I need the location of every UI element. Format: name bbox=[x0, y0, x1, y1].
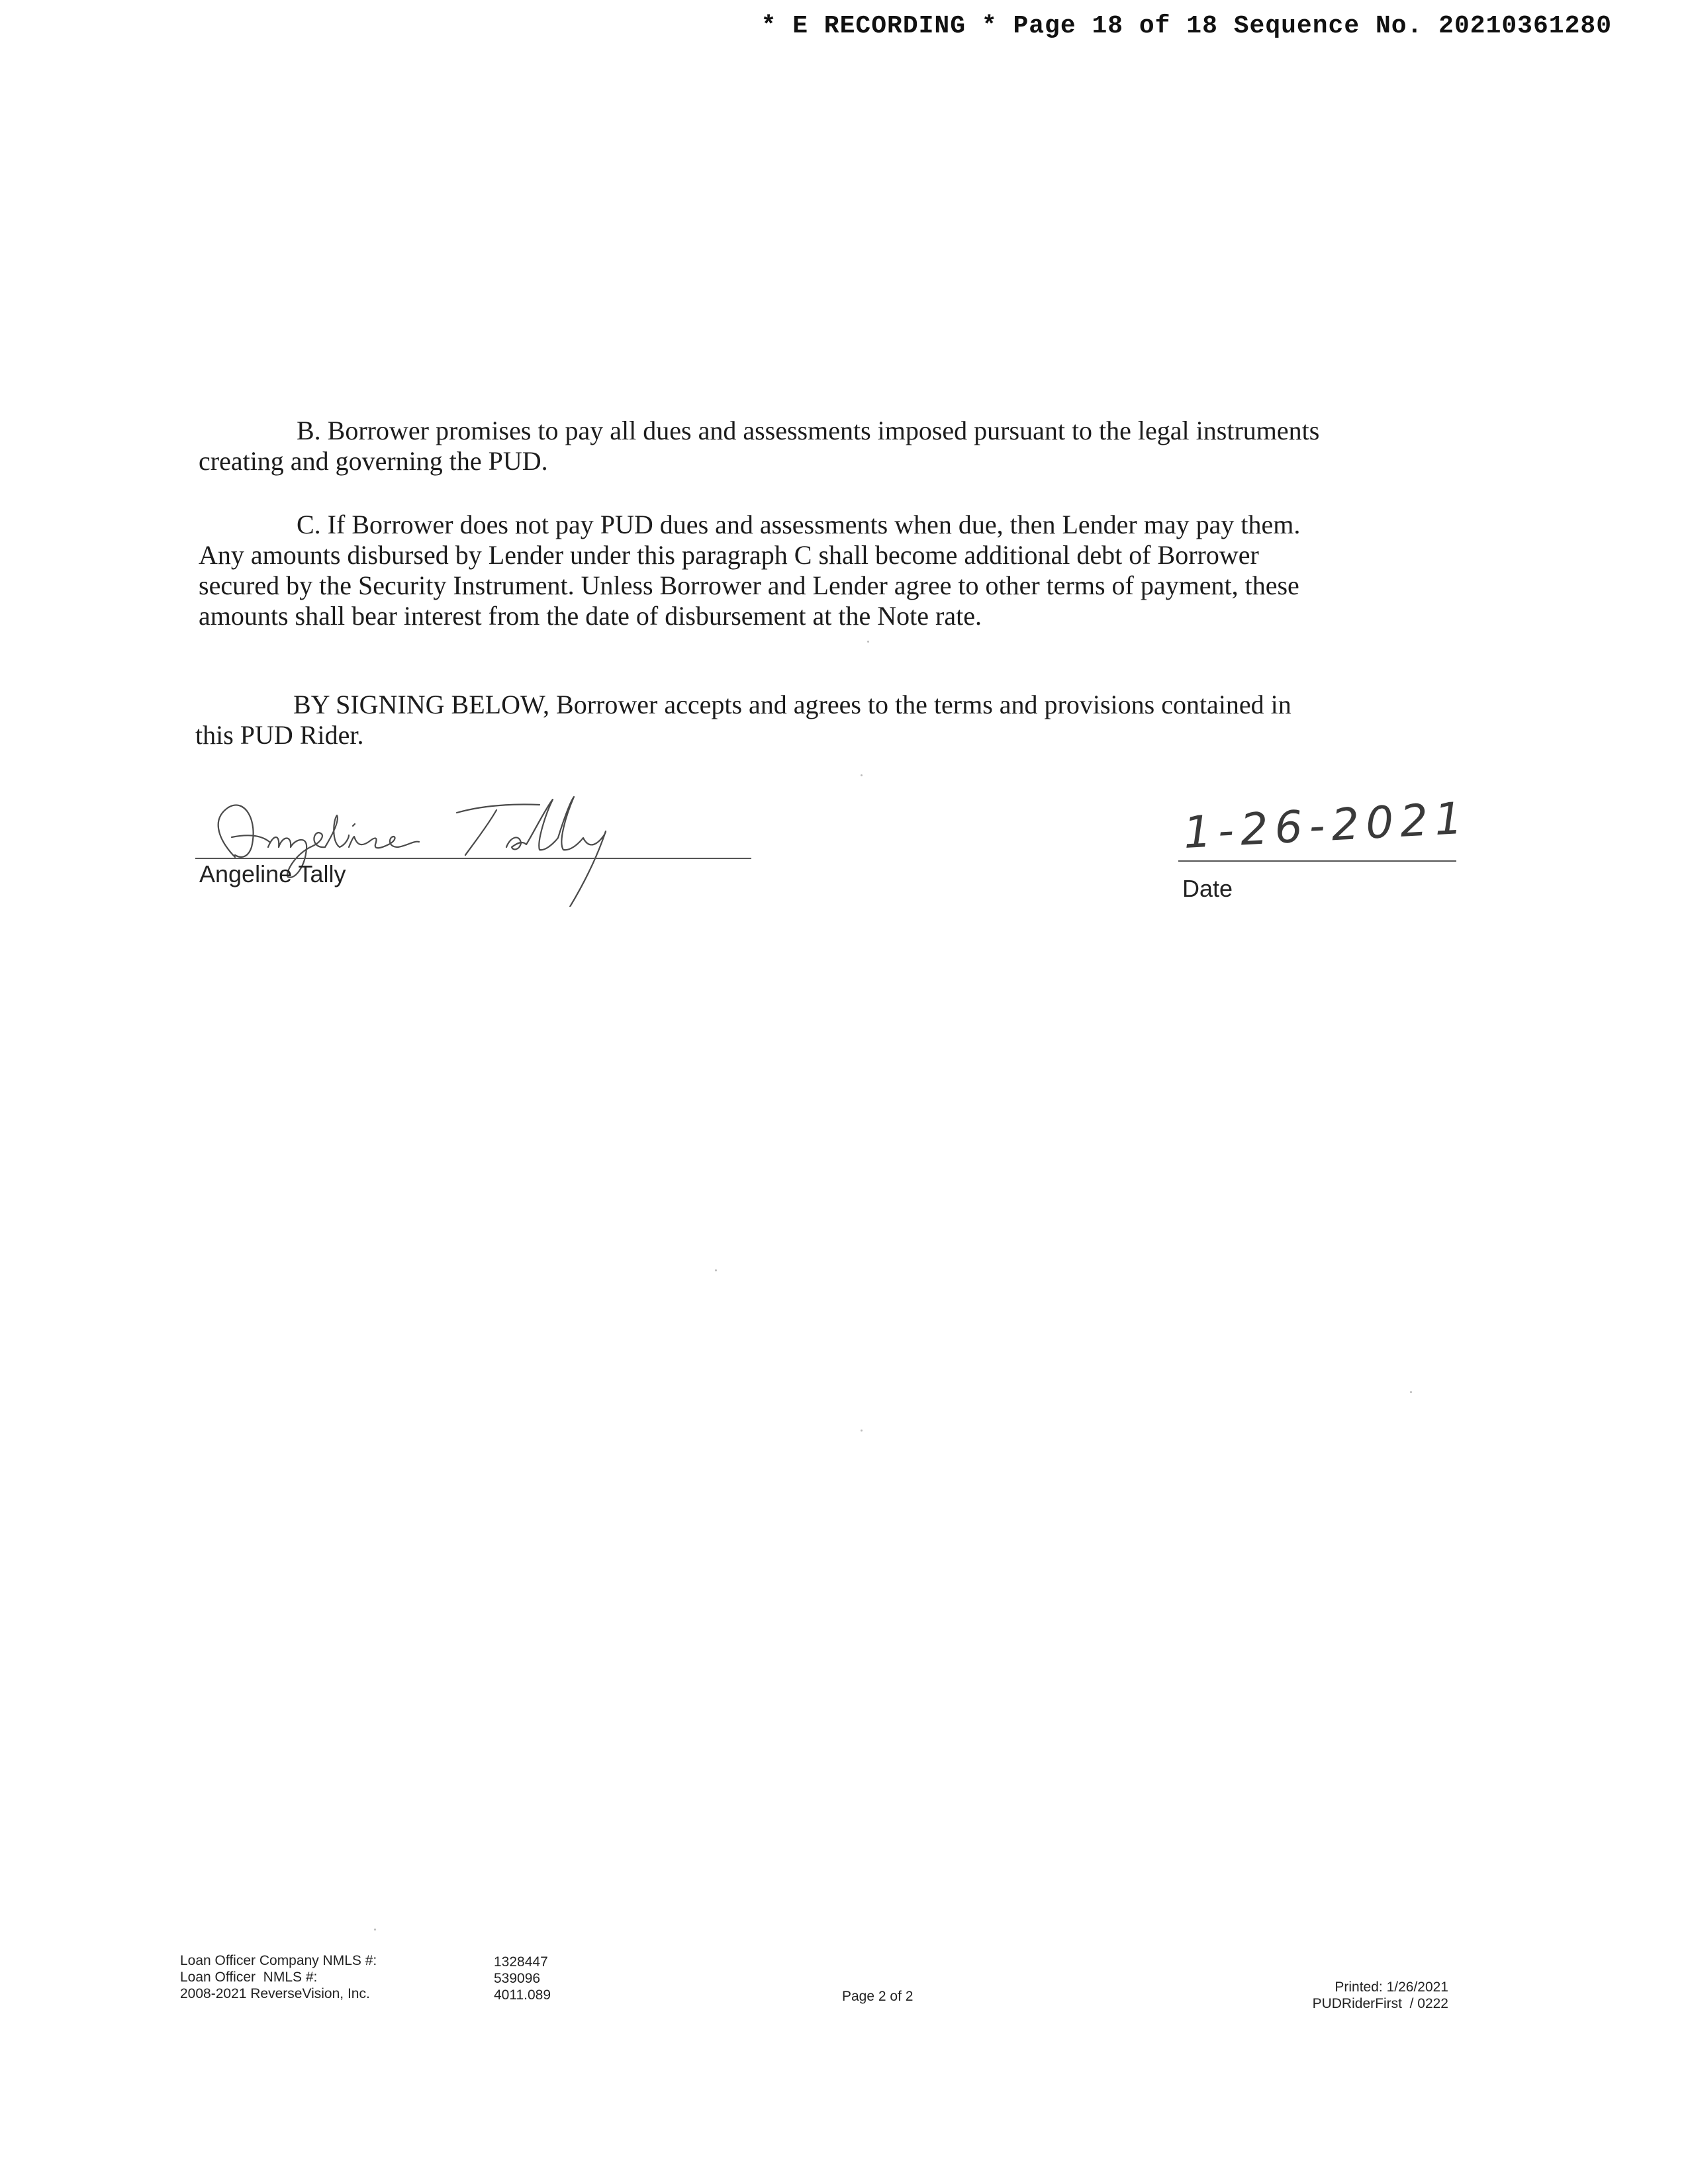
footer-right bbox=[1296, 1979, 1448, 2012]
footer-form-id: PUDRiderFirst / 0222 bbox=[1312, 1996, 1448, 2011]
scan-speck bbox=[867, 641, 869, 643]
paragraph-b bbox=[199, 416, 1337, 477]
date-line bbox=[1178, 860, 1456, 862]
borrower-signature-block bbox=[195, 781, 765, 907]
footer-left-line: 2008-2021 ReverseVision, Inc. bbox=[180, 1986, 370, 2001]
footer-left-line: Loan Officer NMLS #: bbox=[180, 1970, 318, 1985]
scan-speck bbox=[1410, 1391, 1412, 1393]
date-label: Date bbox=[1182, 875, 1233, 902]
recording-header: * E RECORDING * Page 18 of 18 Sequence No. 20210361280 bbox=[761, 12, 1612, 40]
paragraph-c-text: C. If Borrower does not pay PUD dues and assessments when due, then Lender may pay them. Any amounts disbursed by Lender under this paragraph C shall become additional debt of Borrower secured by the Security Instrument. Unless Borrower and Lender agree to other terms of payment, these amounts shall bear interest from the date of disbursement at the Note rate. bbox=[199, 510, 1301, 631]
signature-line bbox=[195, 858, 751, 859]
scan-speck bbox=[861, 1430, 863, 1432]
footer-mid bbox=[494, 1954, 551, 2003]
date-block bbox=[1178, 794, 1489, 920]
scan-speck bbox=[374, 1929, 376, 1931]
borrower-printed-name: Angeline Tally bbox=[199, 860, 346, 887]
footer-printed-date: Printed: 1/26/2021 bbox=[1335, 1979, 1448, 1995]
footer-left-line: Loan Officer Company NMLS #: bbox=[180, 1953, 377, 1968]
footer-left bbox=[180, 1952, 377, 2002]
handwritten-date: 1-26-2021 bbox=[1182, 792, 1470, 858]
footer-mid-line: 4011.089 bbox=[494, 1987, 551, 2003]
scan-speck bbox=[715, 1269, 717, 1271]
footer-page-number: Page 2 of 2 bbox=[842, 1989, 914, 2004]
paragraph-c bbox=[199, 510, 1337, 631]
paragraph-b-text: B. Borrower promises to pay all dues and assessments imposed pursuant to the legal instruments creating and governing the PUD. bbox=[199, 416, 1320, 476]
footer-mid-line: 1328447 bbox=[494, 1954, 548, 1970]
scan-speck bbox=[861, 774, 863, 776]
signing-statement-text: BY SIGNING BELOW, Borrower accepts and agrees to the terms and provisions contained in this PUD Rider. bbox=[195, 690, 1291, 750]
signing-statement bbox=[195, 690, 1334, 751]
footer-mid-line: 539096 bbox=[494, 1971, 541, 1986]
